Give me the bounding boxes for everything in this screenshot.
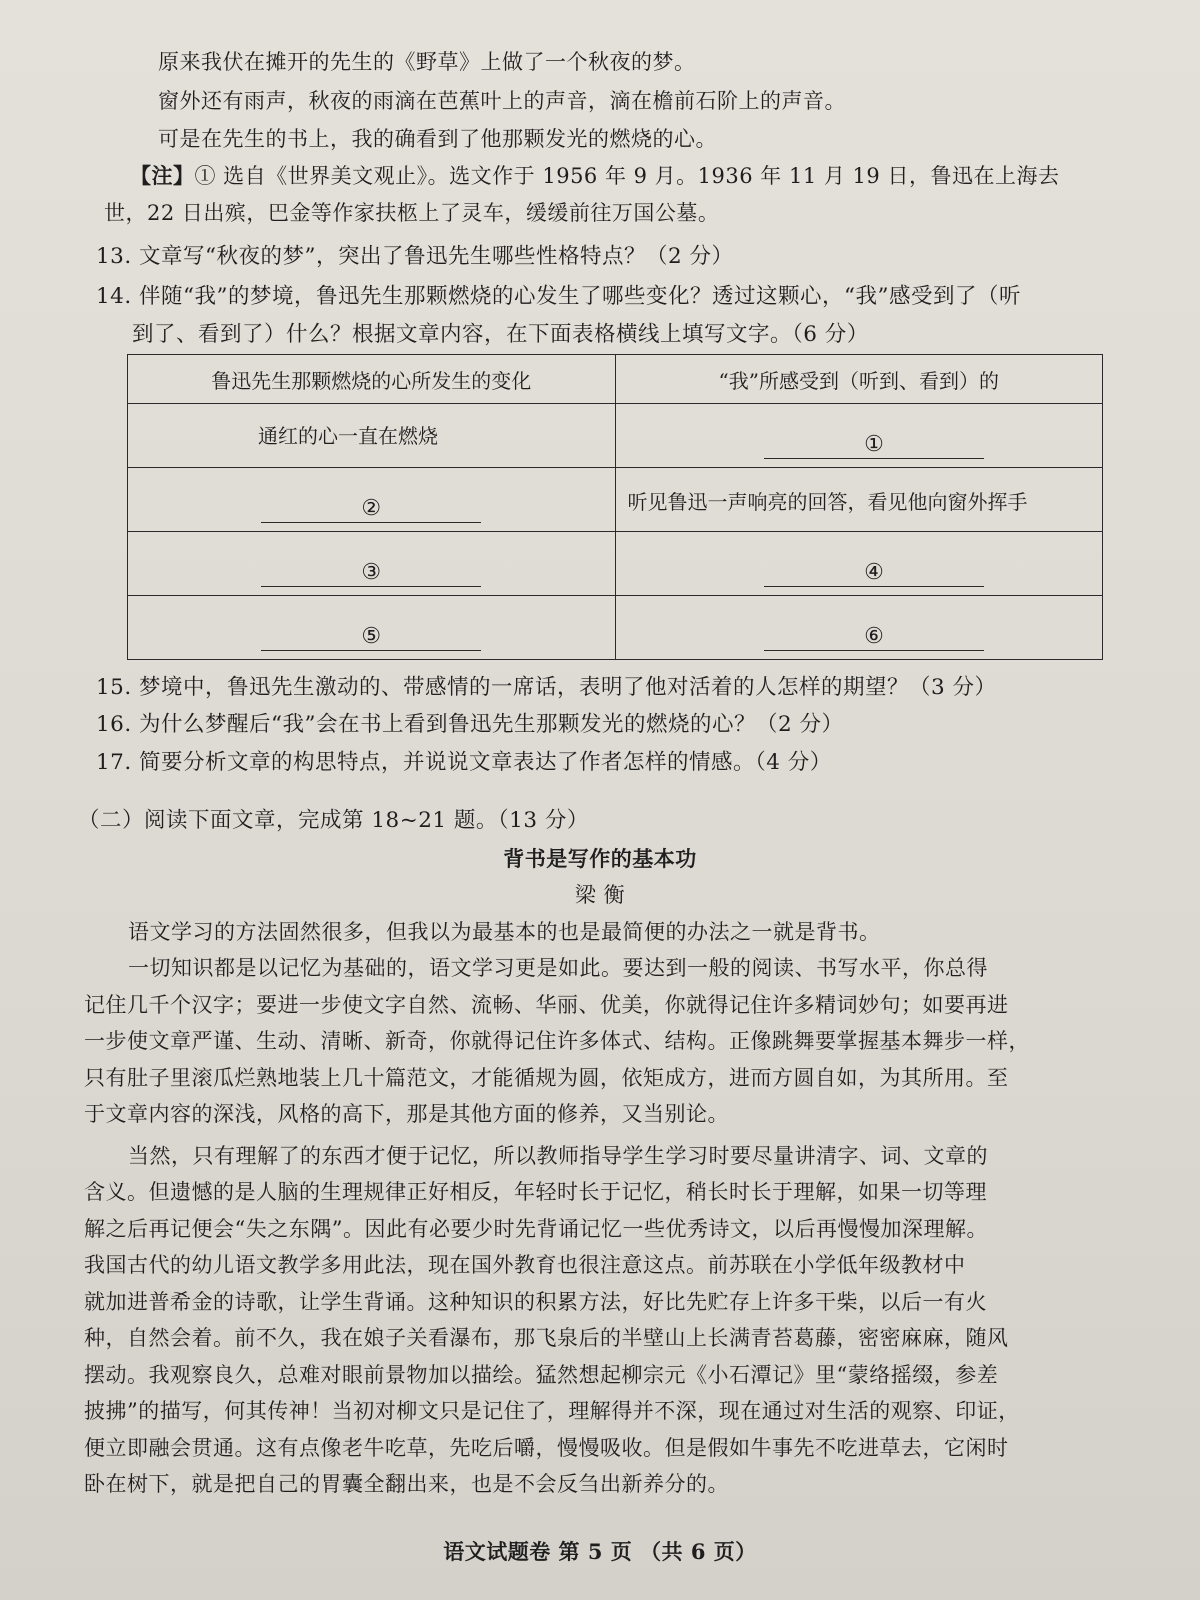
article-author: 梁 衡: [574, 883, 626, 907]
table-row: [128, 404, 1103, 468]
answer-blank-4[interactable]: ④: [764, 560, 984, 587]
question-15: 15. 梦境中，鲁迅先生激动的、带感情的一席话，表明了他对活着的人怎样的期望？（3 分）: [96, 675, 997, 700]
note-line-1: [130, 161, 1059, 191]
table-cell-r1-right[interactable]: [615, 404, 1103, 468]
answer-blank-5[interactable]: ⑤: [261, 624, 481, 651]
passage-line-1: 原来我伏在摊开的先生的《野草》上做了一个秋夜的梦。: [158, 50, 696, 74]
question-16: 16. 为什么梦醒后“我”会在书上看到鲁迅先生那颗发光的燃烧的心？（2 分）: [96, 712, 844, 737]
article-line: 摆动。我观察良久，总难对眼前景物加以描绘。猛然想起柳宗元《小石潭记》里“蒙络摇缀，参差: [84, 1363, 999, 1387]
article-line: 一步使文章严谨、生动、清晰、新奇，你就得记住许多体式、结构。正像跳舞要掌握基本舞步一样，: [84, 1029, 1030, 1053]
article-line: 一切知识都是以记忆为基础的，语文学习更是如此。要达到一般的阅读、书写水平，你总得: [128, 956, 988, 980]
table-cell-r2-left[interactable]: [128, 468, 616, 532]
question-14-line-1: 14. 伴随“我”的梦境，鲁迅先生那颗燃烧的心发生了哪些变化？透过这颗心，“我”感受到了（听: [96, 284, 1021, 309]
page-footer: 语文试题卷 第 5 页 （共 6 页）: [443, 1539, 757, 1564]
article-line: 种，自然会着。前不久，我在娘子关看瀑布，那飞泉后的半壁山上长满青苔葛藤，密密麻麻，随风: [84, 1326, 1009, 1350]
article-line: 含义。但遗憾的是人脑的生理规律正好相反，年轻时长于记忆，稍长时长于理解，如果一切等理: [84, 1180, 987, 1204]
section-2-heading: （二）阅读下面文章，完成第 18~21 题。（13 分）: [78, 808, 589, 833]
table-cell-r4-left[interactable]: [128, 596, 616, 660]
article-line: 我国古代的幼儿语文教学多用此法，现在国外教育也很注意这点。前苏联在小学低年级教材中: [84, 1253, 966, 1277]
table-row: [128, 532, 1103, 596]
table-cell-r3-right[interactable]: [615, 532, 1103, 596]
row1-change-text: 通红的心一直在燃烧: [258, 424, 438, 448]
table-cell-r3-left[interactable]: [128, 532, 616, 596]
answer-blank-6[interactable]: ⑥: [764, 624, 984, 651]
table-header-right: “我”所感受到（听到、看到）的: [615, 355, 1103, 404]
row2-perception-text: 听见鲁迅一声响亮的回答，看见他向窗外挥手: [627, 490, 1028, 514]
table-row: [128, 596, 1103, 660]
note-text-1: ① 选自《世界美文观止》。选文作于 1956 年 9 月。1936 年 11 月 19 日，鲁迅在上海去: [194, 164, 1060, 188]
article-line: 解之后再记便会“失之东隅”。因此有必要少时先背诵记忆一些优秀诗文，以后再慢慢加深理解。: [84, 1217, 988, 1241]
article-line: 语文学习的方法固然很多，但我以为最基本的也是最简便的办法之一就是背书。: [128, 920, 881, 944]
answer-blank-3[interactable]: ③: [261, 560, 481, 587]
answer-blank-1[interactable]: ①: [764, 432, 984, 459]
note-label: 【注】: [130, 163, 195, 188]
table-cell-r2-right: [615, 468, 1103, 532]
question-17: 17. 简要分析文章的构思特点，并说说文章表达了作者怎样的情感。（4 分）: [96, 750, 832, 775]
answer-blank-2[interactable]: ②: [261, 496, 481, 523]
article-line: 卧在树下，就是把自己的胃囊全翻出来，也是不会反刍出新养分的。: [84, 1472, 729, 1496]
article-line: 便立即融会贯通。这有点像老牛吃草，先吃后嚼，慢慢吸收。但是假如牛事先不吃进草去，它闲时: [84, 1436, 1009, 1460]
article-line: 披拂”的描写，何其传神！当初对柳文只是记住了，理解得并不深，现在通过对生活的观察、印证，: [84, 1399, 1020, 1423]
table-cell-r1-left: [128, 404, 616, 468]
article-title: 背书是写作的基本功: [503, 846, 697, 871]
article-line: 当然，只有理解了的东西才便于记忆，所以教师指导学生学习时要尽量讲清字、词、文章的: [128, 1144, 988, 1168]
note-line-2: 世，22 日出殡，巴金等作家扶柩上了灵车，缓缓前往万国公墓。: [104, 201, 720, 225]
article-line: 于文章内容的深浅，风格的高下，那是其他方面的修养，又当别论。: [84, 1102, 729, 1126]
table-header-left: 鲁迅先生那颗燃烧的心所发生的变化: [128, 355, 616, 404]
passage-line-2: 窗外还有雨声，秋夜的雨滴在芭蕉叶上的声音，滴在檐前石阶上的声音。: [158, 89, 846, 113]
table-header-row: [128, 355, 1103, 404]
article-line: 记住几千个汉字；要进一步使文字自然、流畅、华丽、优美，你就得记住许多精词妙句；如要再进: [84, 993, 1009, 1017]
article-line: 只有肚子里滚瓜烂熟地装上几十篇范文，才能循规为圆，依矩成方，进而方圆自如，为其所用。至: [84, 1066, 1009, 1090]
table-row: [128, 468, 1103, 532]
passage-line-3: 可是在先生的书上，我的确看到了他那颗发光的燃烧的心。: [158, 127, 717, 151]
question-13: 13. 文章写“秋夜的梦”，突出了鲁迅先生哪些性格特点？（2 分）: [96, 244, 734, 269]
question-14-line-2: 到了、看到了）什么？根据文章内容，在下面表格横线上填写文字。（6 分）: [132, 322, 869, 347]
table-cell-r4-right[interactable]: [615, 596, 1103, 660]
answer-table: [127, 354, 1103, 660]
article-line: 就加进普希金的诗歌，让学生背诵。这种知识的积累方法，好比先贮存上许多干柴，以后一有火: [84, 1290, 987, 1314]
